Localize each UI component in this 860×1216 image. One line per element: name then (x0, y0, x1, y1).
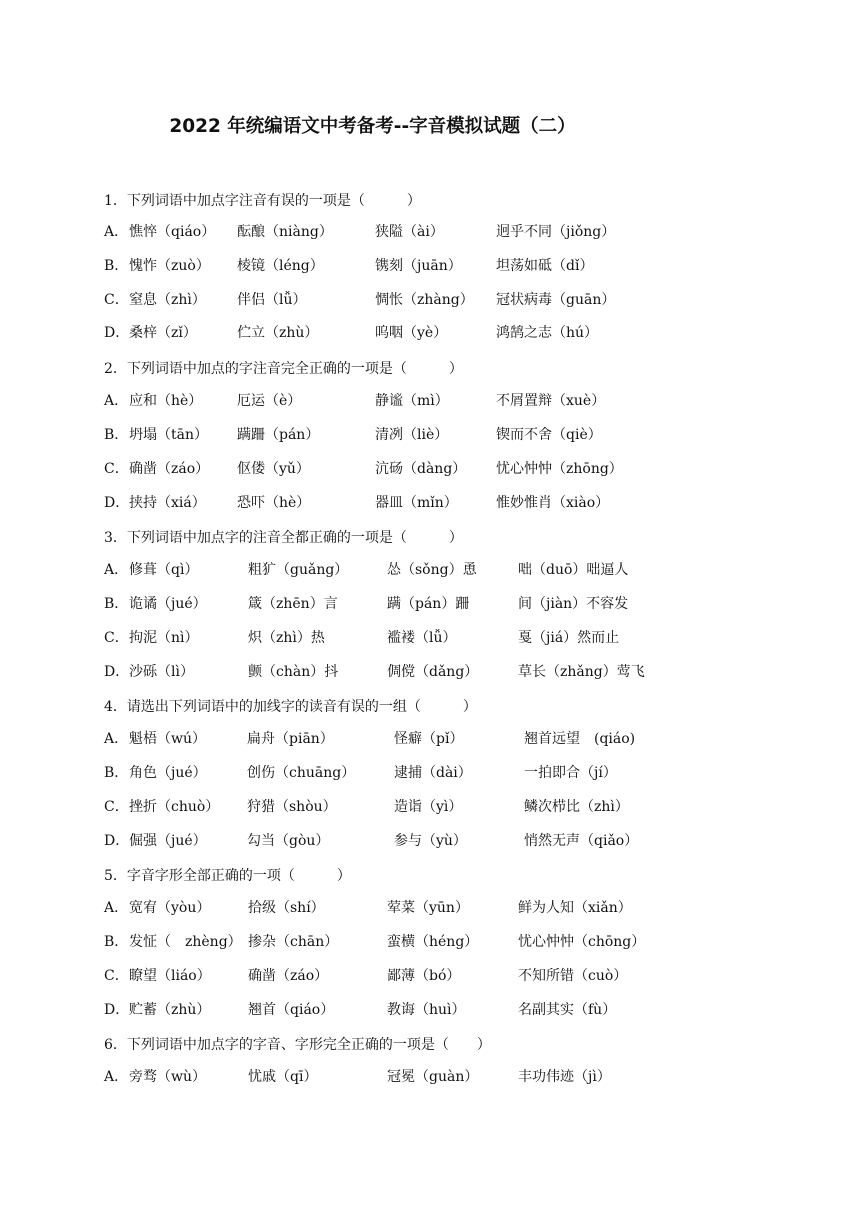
option-item: 瞭望（liáo） (129, 968, 211, 984)
option-item: 确凿（záo） (248, 968, 329, 984)
option-item: 桑梓（zǐ） (129, 325, 197, 341)
option-item: 蹒（pán）跚 (387, 596, 470, 612)
option-label: C． (104, 292, 129, 308)
option-item: 悄然无声（qiǎo） (524, 833, 639, 849)
option-item: 褴褛（lǚ） (387, 630, 457, 646)
option-item: 厄运（è） (237, 393, 302, 409)
question-5-stem: 5．字音字形全部正确的一项（ ） (104, 868, 351, 884)
option-item: 鳞次栉比（zhì） (524, 799, 629, 815)
option-item: 坍塌（tān） (129, 427, 208, 443)
option-item: 炽（zhì）热 (248, 630, 325, 646)
option-label: C． (104, 630, 129, 646)
option-item: 不屑置辩（xuè） (496, 393, 606, 409)
question-6-stem: 6．下列词语中加点字的字音、字形完全正确的一项是（ ） (104, 1037, 491, 1053)
option-item: 草长（zhǎng）莺飞 (518, 664, 645, 680)
option-item: 发怔（ zhèng） (129, 934, 242, 950)
option-item: 颤（chàn）抖 (248, 664, 339, 680)
option-item: 冠状病毒（guān） (496, 292, 616, 308)
option-item: 沆砀（dàng） (375, 461, 467, 477)
question-3-stem: 3．下列词语中加点字的注音全都正确的一项是（ ） (104, 530, 463, 546)
option-item: 惆怅（zhàng） (375, 292, 474, 308)
option-item: 倜傥（dǎng） (387, 664, 479, 680)
option-item: 伛偻（yǔ） (237, 461, 310, 477)
option-item: 间（jiàn）不容发 (518, 596, 629, 612)
option-item: 鄙薄（bó） (387, 968, 461, 984)
option-item: 棱镜（léng） (237, 258, 324, 274)
option-label: D． (104, 495, 130, 511)
option-item: 呜咽（yè） (375, 325, 448, 341)
option-item: 冠冕（guàn） (387, 1069, 479, 1085)
option-item: 修葺（qì） (129, 562, 199, 578)
option-label: D． (104, 833, 130, 849)
option-item: 鲜为人知（xiǎn） (518, 900, 632, 916)
option-item: 宽宥（yòu） (129, 900, 211, 916)
option-item: 窒息（zhì） (129, 292, 206, 308)
option-item: 忧心忡忡（zhōng） (496, 461, 623, 477)
option-label: B． (104, 258, 129, 274)
option-label: A． (104, 1069, 129, 1085)
option-item: 丰功伟迹（jì） (518, 1069, 611, 1085)
option-item: 狩猎（shòu） (247, 799, 337, 815)
option-item: 怪癖（pǐ） (394, 731, 464, 747)
option-item: 挫折（chuò） (129, 799, 220, 815)
option-item: 恐吓（hè） (237, 495, 311, 511)
option-label: B． (104, 765, 129, 781)
option-label: A． (104, 393, 129, 409)
option-label: D． (104, 664, 130, 680)
option-item: 魁梧（wú） (129, 731, 206, 747)
option-item: 勾当（gòu） (247, 833, 330, 849)
option-item: 参与（yù） (394, 833, 467, 849)
option-item: 惟妙惟肖（xiào） (496, 495, 610, 511)
option-item: 蛮横（héng） (387, 934, 479, 950)
option-item: 逮捕（dài） (394, 765, 472, 781)
option-item: 酝酿（niàng） (237, 224, 333, 240)
option-item: 翘首远望 (qiáo) (524, 731, 636, 747)
option-item: 戛（jiá）然而止 (518, 630, 620, 646)
option-item: 拾级（shí） (248, 900, 325, 916)
option-item: 拘泥（nì） (129, 630, 199, 646)
option-item: 忧心忡忡（chōng） (518, 934, 646, 950)
option-item: 清冽（liè） (375, 427, 449, 443)
option-label: D． (104, 1002, 130, 1018)
option-label: B． (104, 934, 129, 950)
option-label: C． (104, 461, 129, 477)
question-1-stem: 1．下列词语中加点字注音有误的一项是（ ） (104, 193, 421, 209)
option-item: 贮蓄（zhù） (129, 1002, 211, 1018)
option-item: 器皿（mǐn） (375, 495, 458, 511)
option-item: 粗犷（guǎng） (248, 562, 349, 578)
option-label: C． (104, 799, 129, 815)
option-item: 狭隘（ài） (375, 224, 444, 240)
option-item: 沙砾（lì） (129, 664, 194, 680)
option-item: 镌刻（juān） (375, 258, 462, 274)
option-item: 确凿（záo） (129, 461, 210, 477)
option-item: 应和（hè） (129, 393, 203, 409)
option-item: 造诣（yì） (394, 799, 463, 815)
option-label: D． (104, 325, 130, 341)
question-2-stem: 2．下列词语中加点的字注音完全正确的一项是（ ） (104, 361, 463, 377)
option-item: 咄（duō）咄逼人 (518, 562, 629, 578)
option-label: B． (104, 427, 129, 443)
page-title: 2022 年统编语文中考备考--字音模拟试题（二） (169, 116, 576, 137)
option-item: 一拍即合（jí） (524, 765, 617, 781)
option-item: 伫立（zhù） (237, 325, 319, 341)
option-label: C． (104, 968, 129, 984)
option-item: 教诲（huì） (387, 1002, 466, 1018)
option-item: 不知所错（cuò） (518, 968, 628, 984)
option-item: 旁骛（wù） (129, 1069, 206, 1085)
option-item: 名副其实（fù） (518, 1002, 617, 1018)
option-item: 坦荡如砥（dǐ） (496, 258, 594, 274)
option-label: A． (104, 900, 129, 916)
option-label: B． (104, 596, 129, 612)
option-label: A． (104, 562, 129, 578)
option-item: 愧怍（zuò） (129, 258, 210, 274)
option-item: 憔悴（qiáo） (129, 224, 216, 240)
option-item: 箴（zhēn）言 (248, 596, 338, 612)
option-item: 诡谲（jué） (129, 596, 207, 612)
option-label: A． (104, 731, 129, 747)
option-item: 创伤（chuāng） (247, 765, 356, 781)
option-item: 翘首（qiáo） (248, 1002, 335, 1018)
option-item: 扁舟（piān） (247, 731, 334, 747)
option-item: 荤菜（yūn） (387, 900, 469, 916)
option-item: 角色（jué） (129, 765, 207, 781)
option-item: 鸿鹄之志（hú） (496, 325, 599, 341)
option-item: 忧戚（qī） (248, 1069, 318, 1085)
option-item: 倔强（jué） (129, 833, 207, 849)
option-item: 迥乎不同（jiǒng） (496, 224, 616, 240)
question-4-stem: 4．请选出下列词语中的加线字的读音有误的一组（ ） (104, 699, 477, 715)
option-item: 掺杂（chān） (248, 934, 339, 950)
option-item: 挟持（xiá） (129, 495, 206, 511)
option-item: 蹒跚（pán） (237, 427, 320, 443)
option-item: 伴侣（lǚ） (237, 292, 307, 308)
option-item: 静谧（mì） (375, 393, 449, 409)
option-item: 锲而不舍（qiè） (496, 427, 602, 443)
option-label: A． (104, 224, 129, 240)
option-item: 怂（sǒng）恿 (387, 562, 477, 578)
